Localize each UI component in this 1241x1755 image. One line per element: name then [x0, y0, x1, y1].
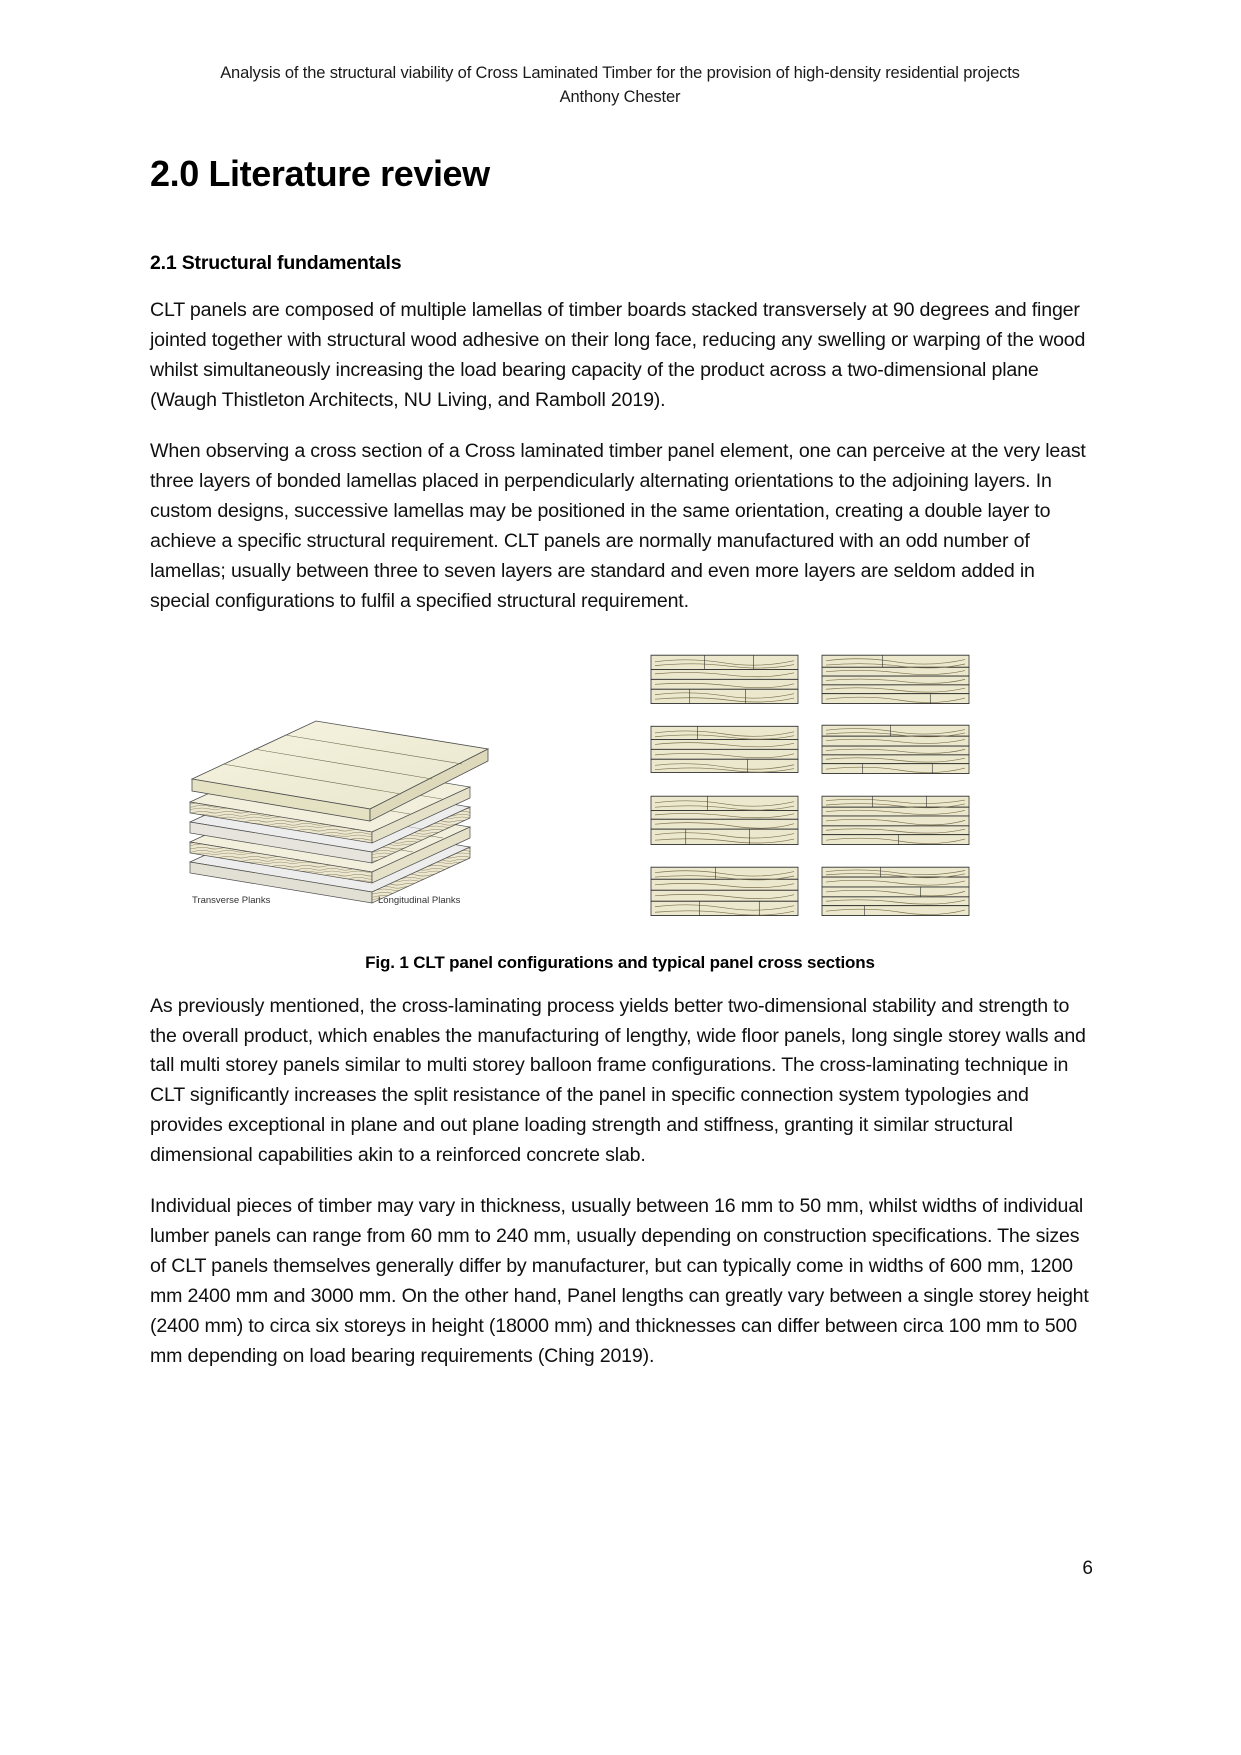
paragraph-1: CLT panels are composed of multiple lamellas of timber boards stacked transversely at 90 degrees and finger jointed together with structural wood adhesive on their long face, reducing any swelling or warping of the wood whilst simultaneously increasing the load bearing capacity of the product across a two-dimensional plane (Waugh Thistleton Architects, NU Living, and Ramboll 2019).: [150, 298, 1086, 411]
cross-section-item: [821, 794, 970, 847]
paragraph-2: When observing a cross section of a Cross laminated timber panel element, one can perceive at the very least three layers of bonded lamellas placed in perpendicularly alternating orientations to the adjoining layers. In custom designs, successive lamellas may be positioned in the same orientation, creating a double layer to achieve a specific structural requirement. CLT panels are normally manufactured with an odd number of lamellas; usually between three to seven layers are standard and even more layers are seldom added in special configurations to fulfil a specified structural requirement.: [150, 439, 1086, 612]
clt-panel-3d-illustration: [170, 657, 500, 927]
cross-section-item: [821, 865, 970, 918]
running-header: [150, 0, 1090, 110]
clt-3d-svg: [170, 657, 500, 927]
page-content: [150, 0, 1090, 1372]
figure-caption: Fig. 1 CLT panel configurations and typical panel cross sections: [365, 952, 875, 972]
cross-section-item: [821, 723, 970, 776]
cross-section-item: [821, 653, 970, 706]
page-number: 6: [1082, 1558, 1093, 1579]
page-title: 2.0 Literature review: [150, 152, 490, 194]
label-transverse-planks: Transverse Planks: [192, 894, 271, 906]
cross-section-item: [650, 723, 799, 776]
paragraph-4: Individual pieces of timber may vary in thickness, usually between 16 mm to 50 mm, whilst widths of individual lumber panels can range from 60 mm to 240 mm, usually depending on construction specifications. The sizes of CLT panels themselves generally differ by manufacturer, but can typically come in widths of 600 mm, 1200 mm 2400 mm and 3000 mm. On the other hand, Panel lengths can greatly vary between a single storey height (2400 mm) to circa six storeys in height (18000 mm) and thicknesses can differ between circa 100 mm to 500 mm depending on load bearing requirements (Ching 2019).: [150, 1195, 1089, 1368]
figure-1: [150, 647, 1090, 947]
section-heading-2-1: 2.1 Structural fundamentals: [150, 251, 402, 274]
running-header-line1: Analysis of the structural viability of Cross Laminated Timber for the provision of high-density residential projects: [220, 64, 1020, 82]
cross-section-item: [650, 865, 799, 918]
label-longitudinal-planks: Longitudinal Planks: [378, 894, 461, 906]
running-header-line2: Anthony Chester: [559, 87, 681, 106]
paragraph-3: As previously mentioned, the cross-laminating process yields better two-dimensional stability and strength to the overall product, which enables the manufacturing of lengthy, wide floor panels, long single storey walls and tall multi storey panels similar to multi storey balloon frame configurations. The cross-laminating technique in CLT significantly increases the split resistance of the panel in specific connection system typologies and provides exceptional in plane and out plane loading strength and stiffness, granting it similar structural dimensional capabilities akin to a reinforced concrete slab.: [150, 994, 1086, 1167]
cross-section-item: [650, 653, 799, 706]
cross-section-item: [650, 794, 799, 847]
clt-cross-sections: [650, 653, 970, 918]
